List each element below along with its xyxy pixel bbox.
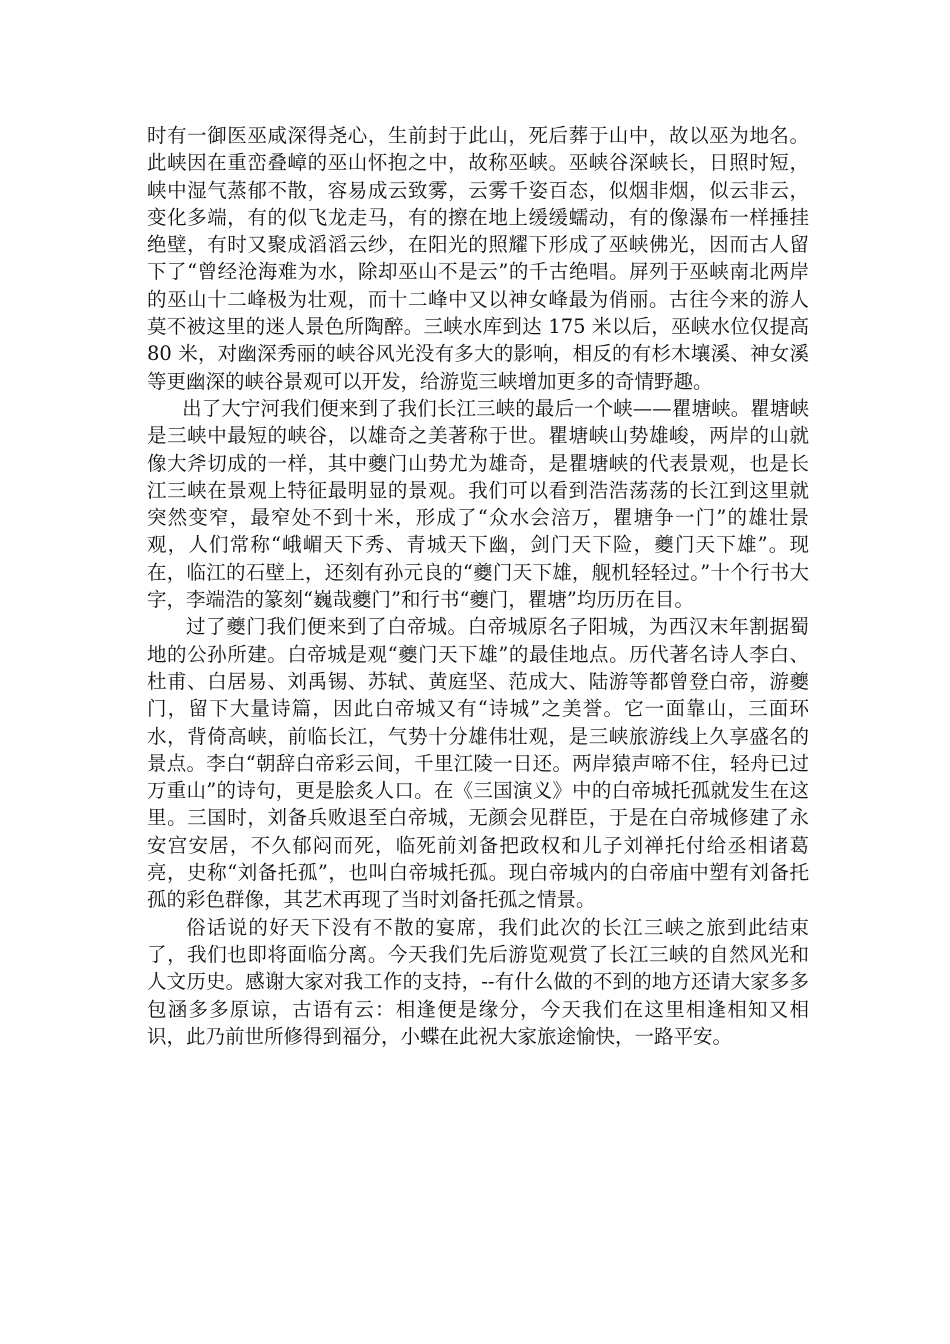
body-text bbox=[147, 122, 809, 1050]
paragraph-farewell: 俗话说的好天下没有不散的宴席，我们此次的长江三峡之旅到此结束了，我们也即将面临分离。今天我们先后游览观赏了长江三峡的自然风光和人文历史。感谢大家对我工作的支持，--有什么做的不到的地方还请大家多多包涵多多原谅，古语有云：相逢便是缘分，今天我们在这里相逢相知又相识，此乃前世所修得到福分，小蝶在此祝大家旅途愉快，一路平安。 bbox=[147, 915, 809, 1048]
paragraph-baidicheng: 过了夔门我们便来到了白帝城。白帝城原名子阳城，为西汉末年割据蜀地的公孙所建。白帝城是观“夔门天下雄”的最佳地点。历代著名诗人李白、杜甫、白居易、刘禹锡、苏轼、黄庭坚、范成大、陆游等都曾登白帝，游夔门，留下大量诗篇，因此白帝城又有“诗城”之美誉。它一面靠山，三面环水，背倚高峡，前临长江，气势十分雄伟壮观，是三峡旅游线上久享盛名的景点。李白“朝辞白帝彩云间，千里江陵一日还。两岸猿声啼不住，轻舟已过万重山”的诗句，更是脍炙人口。在《三国演义》中的白帝城托孤就发生在这里。三国时，刘备兵败退至白帝城，无颜会见群臣，于是在白帝城修建了永安宫安居，不久郁闷而死，临死前刘备把政权和儿子刘禅托付给丞相诸葛亮，史称“刘备托孤”，也叫白帝城托孤。现白帝城内的白帝庙中塑有刘备托孤的彩色群像，其艺术再现了当时刘备托孤之情景。 bbox=[147, 615, 809, 912]
paragraph-wuxia: 时有一御医巫咸深得尧心，生前封于此山，死后葬于山中，故以巫为地名。此峡因在重峦叠嶂的巫山怀抱之中，故称巫峡。巫峡谷深峡长，日照时短，峡中湿气蒸郁不散，容易成云致雾，云雾千姿百态，似烟非烟，似云非云，变化多端，有的似飞龙走马，有的擦在地上缓缓蠕动，有的像瀑布一样捶挂绝壁，有时又聚成滔滔云纱，在阳光的照耀下形成了巫峡佛光，因而古人留下了“曾经沧海难为水，除却巫山不是云”的千古绝唱。屏列于巫峡南北两岸的巫山十二峰极为壮观，而十二峰中又以神女峰最为俏丽。古往今来的游人莫不被这里的迷人景色所陶醉。三峡水库到达 175 米以后，巫峡水位仅提高 80 米，对幽深秀丽的峡谷风光没有多大的影响，相反的有杉木壤溪、神女溪等更幽深的峡谷景观可以开发，给游览三峡增加更多的奇情野趣。 bbox=[147, 124, 809, 393]
paragraph-qutang: 出了大宁河我们便来到了我们长江三峡的最后一个峡——瞿塘峡。瞿塘峡是三峡中最短的峡谷，以雄奇之美著称于世。瞿塘峡山势雄峻，两岸的山就像大斧切成的一样，其中夔门山势尤为雄奇，是瞿塘峡的代表景观，也是长江三峡在景观上特征最明显的景观。我们可以看到浩浩荡荡的长江到这里就突然变窄，最窄处不到十米，形成了“众水会涪万，瞿塘争一门”的雄壮景观，人们常称“峨嵋天下秀、青城天下幽，剑门天下险，夔门天下雄”。现在，临江的石壁上，还刻有孙元良的“夔门天下雄，舰机轻轻过。”十个行书大字，李端浩的篆刻“巍哉夔门”和行书“夔门，瞿塘”均历历在目。 bbox=[147, 396, 809, 612]
